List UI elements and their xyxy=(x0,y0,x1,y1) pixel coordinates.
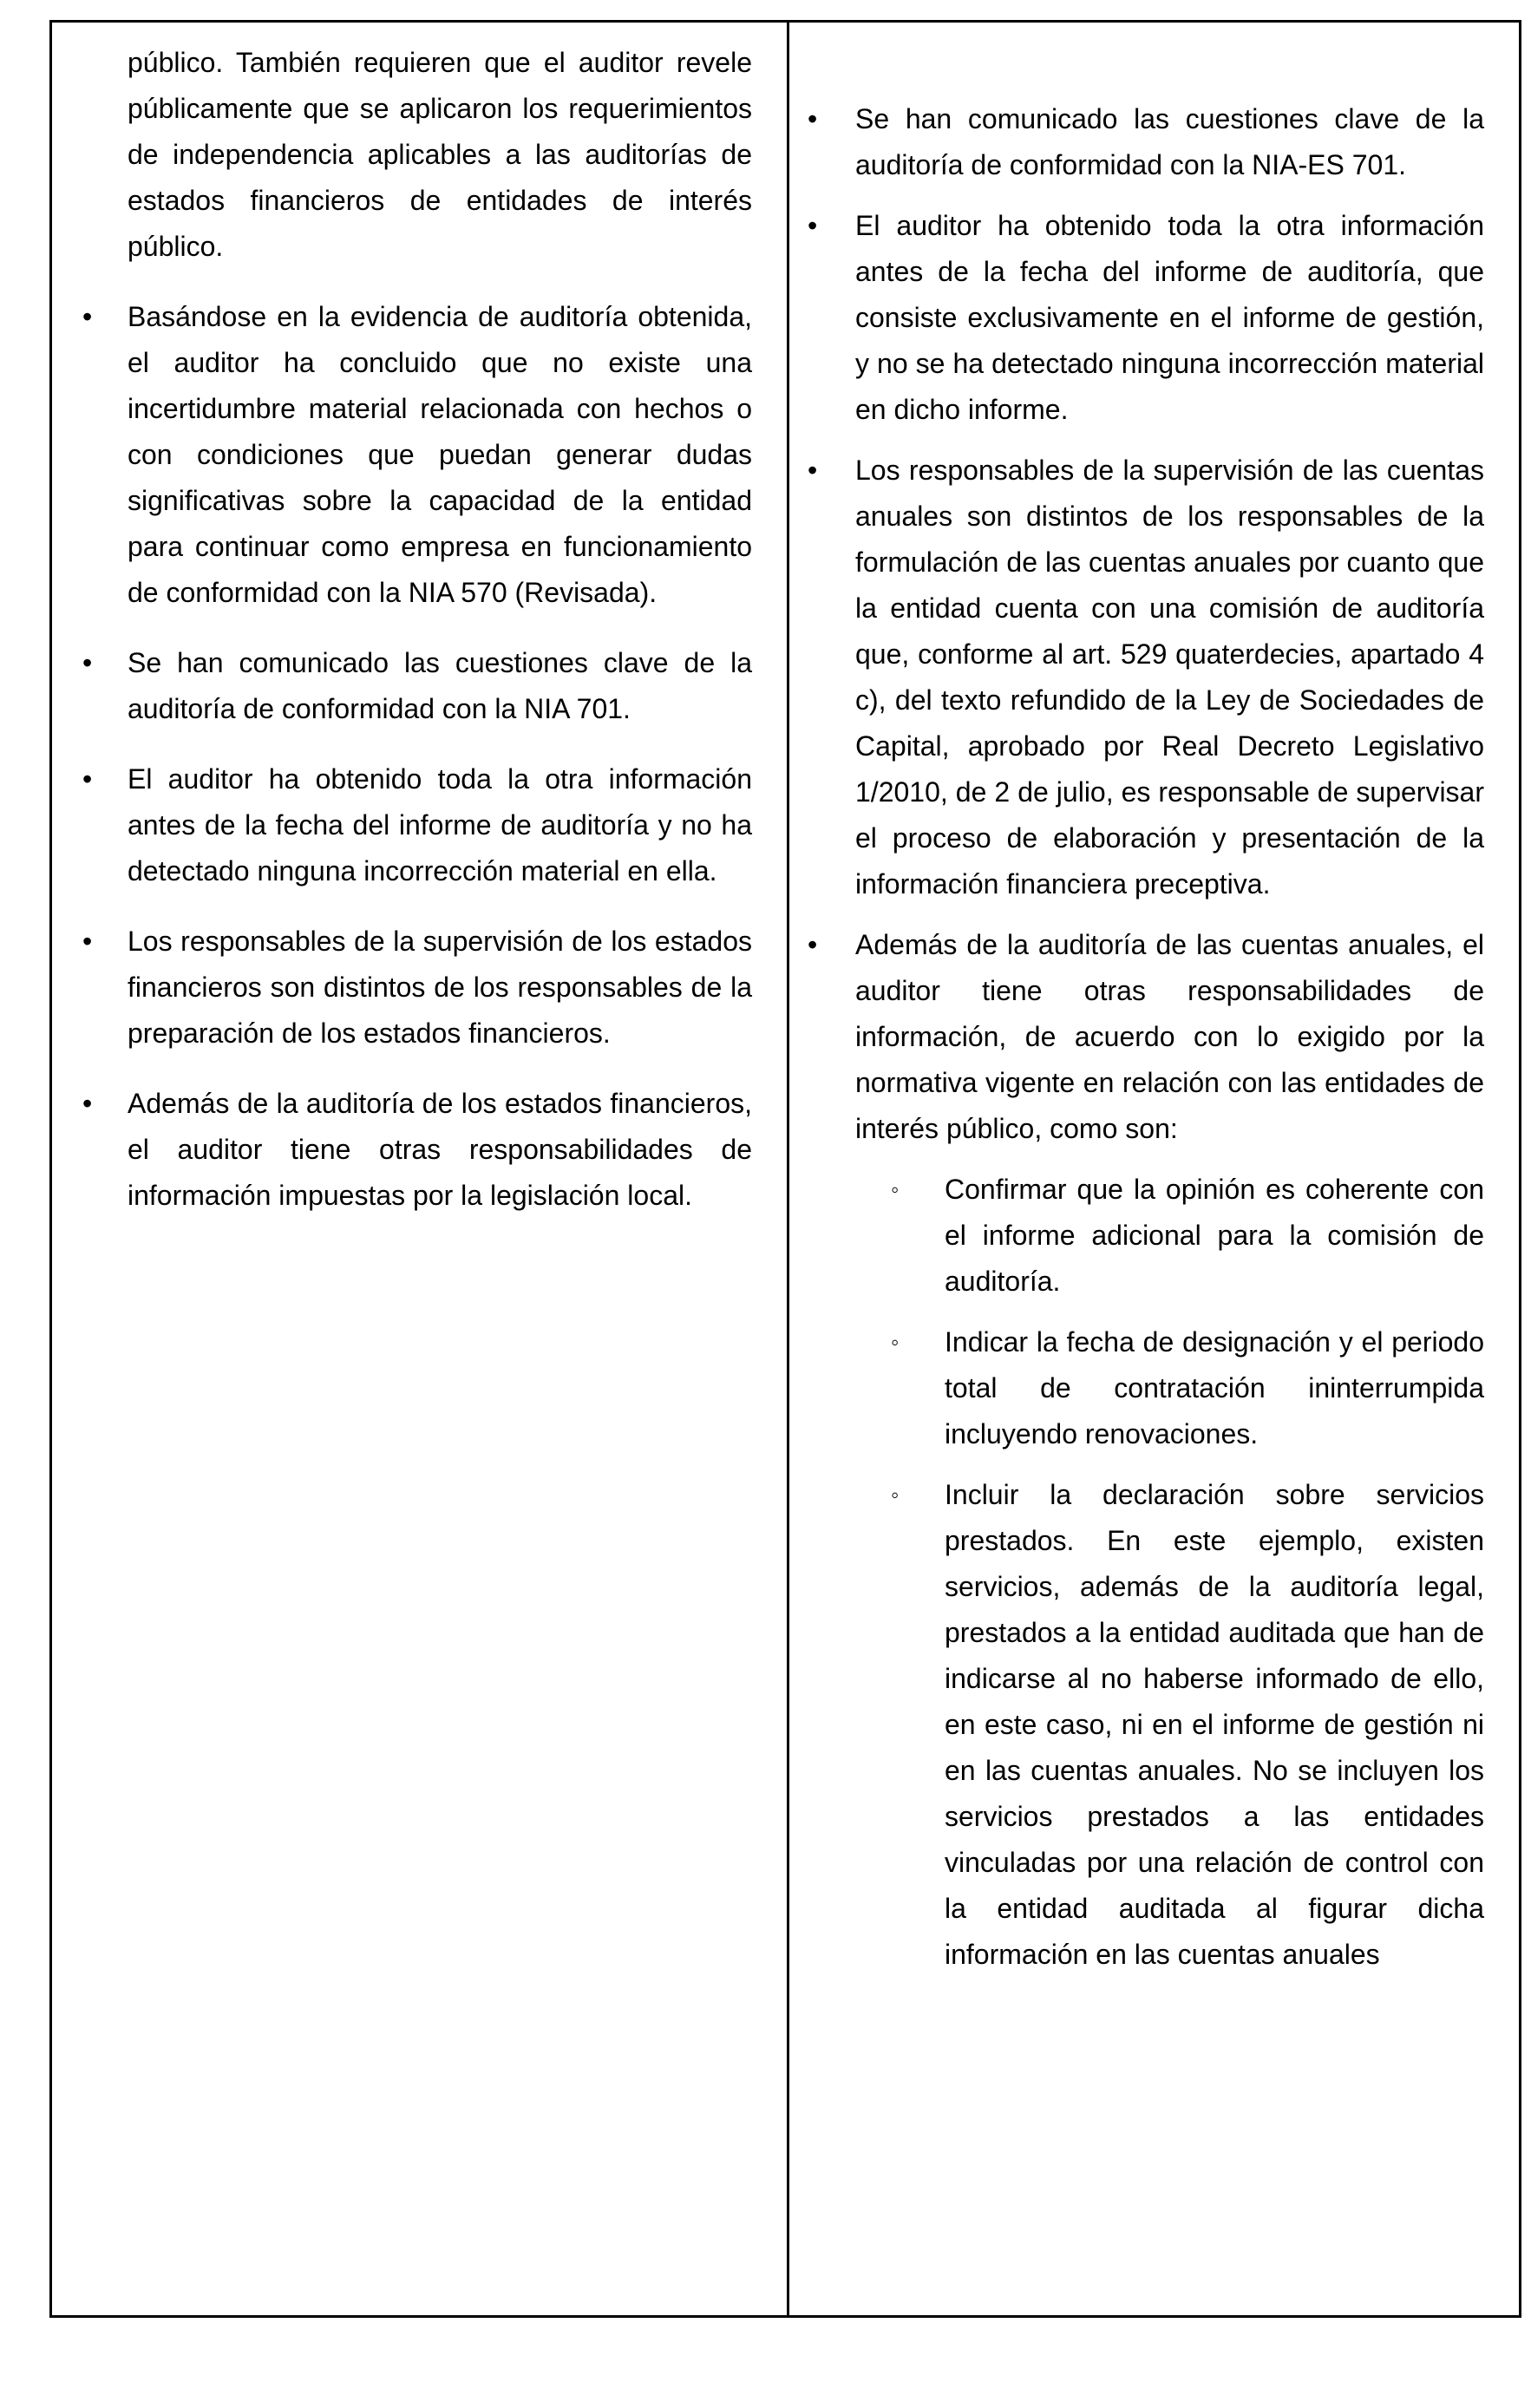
continuation-paragraph xyxy=(82,40,752,270)
bullet-item xyxy=(808,448,1484,907)
bullet-item xyxy=(82,1081,752,1219)
paragraph-text: Basándose en la evidencia de auditoría obtenida, el auditor ha concluido que no existe una incertidumbre material relacionada con hechos o con condiciones que puedan generar dudas significativas sobre la capacidad de la entidad para continuar como empresa en funcionamiento de conformidad con la NIA 570 (Revisada). xyxy=(128,301,752,608)
bullet-icon: • xyxy=(808,929,818,960)
bullet-icon: • xyxy=(808,210,818,241)
sub-bullet-item xyxy=(808,1472,1484,1978)
circle-bullet-icon: ◦ xyxy=(891,1329,900,1355)
bullet-icon: • xyxy=(82,301,93,332)
bullet-item xyxy=(82,756,752,894)
bullet-item xyxy=(82,919,752,1057)
paragraph-text: Se han comunicado las cuestiones clave de la auditoría de conformidad con la NIA-ES 701. xyxy=(855,103,1484,180)
bullet-icon: • xyxy=(808,103,818,134)
circle-bullet-icon: ◦ xyxy=(891,1482,900,1508)
paragraph-text: Además de la auditoría de las cuentas anuales, el auditor tiene otras responsabilidades de información, de acuerdo con lo exigido por la normativa vigente en relación con las entidades de interés público, como son: xyxy=(855,929,1484,1144)
audit-report-table xyxy=(49,20,1521,2318)
bullet-item xyxy=(82,640,752,732)
bullet-item xyxy=(82,294,752,616)
table-cell-right xyxy=(789,23,1519,2315)
table-cell-left xyxy=(52,23,789,2315)
bullet-icon: • xyxy=(808,455,818,486)
bullet-icon: • xyxy=(82,763,93,795)
paragraph-text: El auditor ha obtenido toda la otra información antes de la fecha del informe de auditoría y no ha detectado ninguna incorrección material en ella. xyxy=(128,763,752,887)
paragraph-text: Los responsables de la supervisión de los estados financieros son distintos de los responsables de la preparación de los estados financieros. xyxy=(128,926,752,1049)
paragraph-text: público. También requieren que el auditor revele públicamente que se aplicaron los requerimientos de independencia aplicables a las auditorías de estados financieros de entidades de interés público. xyxy=(128,47,752,262)
bullet-item xyxy=(808,922,1484,1152)
paragraph-text: Se han comunicado las cuestiones clave de la auditoría de conformidad con la NIA 701. xyxy=(128,647,752,724)
bullet-item xyxy=(808,203,1484,433)
paragraph-text: Confirmar que la opinión es coherente con el informe adicional para la comisión de auditoría. xyxy=(945,1174,1484,1297)
paragraph-text: Indicar la fecha de designación y el periodo total de contratación ininterrumpida incluyendo renovaciones. xyxy=(945,1326,1484,1449)
bullet-item xyxy=(808,96,1484,188)
sub-bullet-item xyxy=(808,1319,1484,1457)
circle-bullet-icon: ◦ xyxy=(891,1176,900,1202)
bullet-icon: • xyxy=(82,1088,93,1119)
sub-bullet-item xyxy=(808,1167,1484,1305)
paragraph-text: Además de la auditoría de los estados financieros, el auditor tiene otras responsabilidades de información impuestas por la legislación local. xyxy=(128,1088,752,1211)
bullet-icon: • xyxy=(82,647,93,678)
paragraph-text: Los responsables de la supervisión de las cuentas anuales son distintos de los responsables de la formulación de las cuentas anuales por cuanto que la entidad cuenta con una comisión de auditoría que, conforme al art. 529 quaterdecies, apartado 4 c), del texto refundido de la Ley de Sociedades de Capital, aprobado por Real Decreto Legislativo 1/2010, de 2 de julio, es responsable de supervisar el proceso de elaboración y presentación de la información financiera preceptiva. xyxy=(855,455,1484,900)
bullet-icon: • xyxy=(82,926,93,957)
paragraph-text: Incluir la declaración sobre servicios prestados. En este ejemplo, existen servicios, además de la auditoría legal, prestados a la entidad auditada que han de indicarse al no haberse informado de ello, en este caso, ni en el informe de gestión ni en las cuentas anuales. No se incluyen los servicios prestados a las entidades vinculadas por una relación de control con la entidad auditada al figurar dicha información en las cuentas anuales xyxy=(945,1479,1484,1970)
paragraph-text: El auditor ha obtenido toda la otra información antes de la fecha del informe de auditoría, que consiste exclusivamente en el informe de gestión, y no se ha detectado ninguna incorrección material en dicho informe. xyxy=(855,210,1484,425)
